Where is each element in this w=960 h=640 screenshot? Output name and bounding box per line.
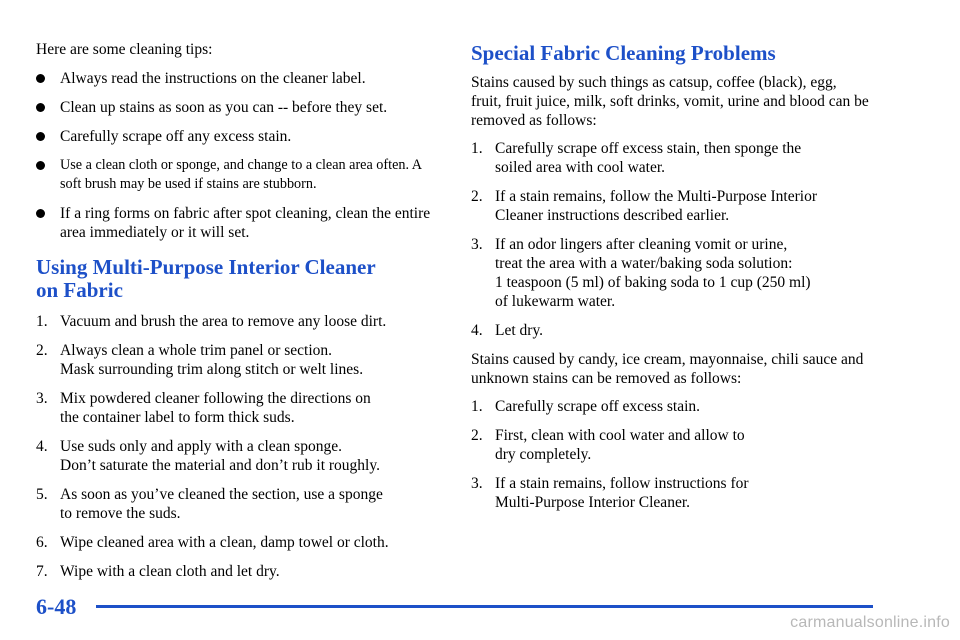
step-text: Vacuum and brush the area to remove any loose dirt. xyxy=(60,313,387,330)
step-text: Let dry. xyxy=(495,322,544,339)
left-column xyxy=(36,40,440,591)
step-text: Mix powdered cleaner following the directions on xyxy=(60,390,371,407)
tip-text: Always read the instructions on the cleaner label. xyxy=(60,70,366,87)
step-text: of lukewarm water. xyxy=(495,293,616,310)
right-column xyxy=(471,40,871,522)
bullet-icon xyxy=(36,209,45,218)
list-item xyxy=(36,204,440,242)
bullet-icon xyxy=(36,132,45,141)
step-number: 3. xyxy=(471,475,483,492)
tip-text: Use a clean cloth or sponge, and change to a clean area often. A soft brush may be used if stains are stubborn. xyxy=(60,157,422,192)
list-item xyxy=(471,187,871,225)
list-item xyxy=(471,235,871,311)
list-item xyxy=(36,437,440,475)
cleaner-steps-list xyxy=(36,312,440,581)
step-number: 7. xyxy=(36,563,48,580)
step-number: 3. xyxy=(471,236,483,253)
list-item xyxy=(36,389,440,427)
tip-text: Clean up stains as soon as you can -- before they set. xyxy=(60,99,388,116)
page-number: 6-48 xyxy=(36,594,77,619)
list-item xyxy=(36,127,440,146)
step-text: soiled area with cool water. xyxy=(495,159,666,176)
list-item xyxy=(36,533,440,552)
list-item xyxy=(471,139,871,177)
step-text: As soon as you’ve cleaned the section, use a sponge xyxy=(60,486,383,503)
section-heading-multi-purpose-cleaner xyxy=(36,256,440,302)
step-text: to remove the suds. xyxy=(60,505,181,522)
footer-rule xyxy=(96,605,873,608)
step-number: 5. xyxy=(36,486,48,503)
watermark: carmanualsonline.info xyxy=(790,614,950,631)
tip-text: Carefully scrape off any excess stain. xyxy=(60,128,292,145)
step-text: Carefully scrape off excess stain. xyxy=(495,398,701,415)
step-number: 1. xyxy=(36,313,48,330)
bullet-icon xyxy=(36,74,45,83)
step-text: Multi-Purpose Interior Cleaner. xyxy=(495,494,690,511)
list-item xyxy=(471,321,871,340)
step-text: Don’t saturate the material and don’t rub it roughly. xyxy=(60,457,380,474)
step-text: If a stain remains, follow the Multi-Purpose Interior xyxy=(495,188,817,205)
step-text: treat the area with a water/baking soda solution: xyxy=(495,255,793,272)
step-text: Always clean a whole trim panel or section. xyxy=(60,342,333,359)
stain-steps-list-2 xyxy=(471,397,871,512)
step-number: 2. xyxy=(471,427,483,444)
step-text: Mask surrounding trim along stitch or welt lines. xyxy=(60,361,364,378)
heading-line: on Fabric xyxy=(36,278,123,302)
step-text: If an odor lingers after cleaning vomit or urine, xyxy=(495,236,788,253)
heading-line: Using Multi-Purpose Interior Cleaner xyxy=(36,255,376,279)
step-number: 4. xyxy=(36,438,48,455)
step-text: Wipe with a clean cloth and let dry. xyxy=(60,563,280,580)
stains-paragraph-2: Stains caused by candy, ice cream, mayonnaise, chili sauce and unknown stains can be removed as follows: xyxy=(471,351,864,387)
step-text: Use suds only and apply with a clean sponge. xyxy=(60,438,342,455)
step-text: the container label to form thick suds. xyxy=(60,409,295,426)
bullet-icon xyxy=(36,103,45,112)
list-item xyxy=(36,485,440,523)
step-text: dry completely. xyxy=(495,446,592,463)
step-text: If a stain remains, follow instructions for xyxy=(495,475,749,492)
step-number: 2. xyxy=(471,188,483,205)
list-item xyxy=(36,562,440,581)
stain-steps-list-1 xyxy=(471,139,871,340)
tip-text: If a ring forms on fabric after spot cleaning, clean the entire area immediately or it will set. xyxy=(60,205,431,241)
step-text: Carefully scrape off excess stain, then sponge the xyxy=(495,140,802,157)
list-item xyxy=(471,397,871,416)
step-text: Wipe cleaned area with a clean, damp towel or cloth. xyxy=(60,534,389,551)
cleaning-tips-list xyxy=(36,69,440,242)
list-item xyxy=(36,341,440,379)
step-text: First, clean with cool water and allow to xyxy=(495,427,745,444)
section-heading-special-fabric: Special Fabric Cleaning Problems xyxy=(471,41,776,65)
step-number: 4. xyxy=(471,322,483,339)
step-number: 6. xyxy=(36,534,48,551)
step-text: 1 teaspoon (5 ml) of baking soda to 1 cup (250 ml) xyxy=(495,274,811,291)
list-item xyxy=(36,98,440,117)
list-item xyxy=(36,156,440,194)
list-item xyxy=(471,426,871,464)
step-number: 2. xyxy=(36,342,48,359)
step-number: 1. xyxy=(471,398,483,415)
step-number: 1. xyxy=(471,140,483,157)
cleaning-tips-intro: Here are some cleaning tips: xyxy=(36,41,213,58)
step-text: Cleaner instructions described earlier. xyxy=(495,207,730,224)
list-item xyxy=(36,69,440,88)
step-number: 3. xyxy=(36,390,48,407)
list-item xyxy=(36,312,440,331)
bullet-icon xyxy=(36,161,45,170)
list-item xyxy=(471,474,871,512)
stains-paragraph-1: Stains caused by such things as catsup, coffee (black), egg, fruit, fruit juice, milk, soft drinks, vomit, urine and blood can be removed as follows: xyxy=(471,74,869,129)
